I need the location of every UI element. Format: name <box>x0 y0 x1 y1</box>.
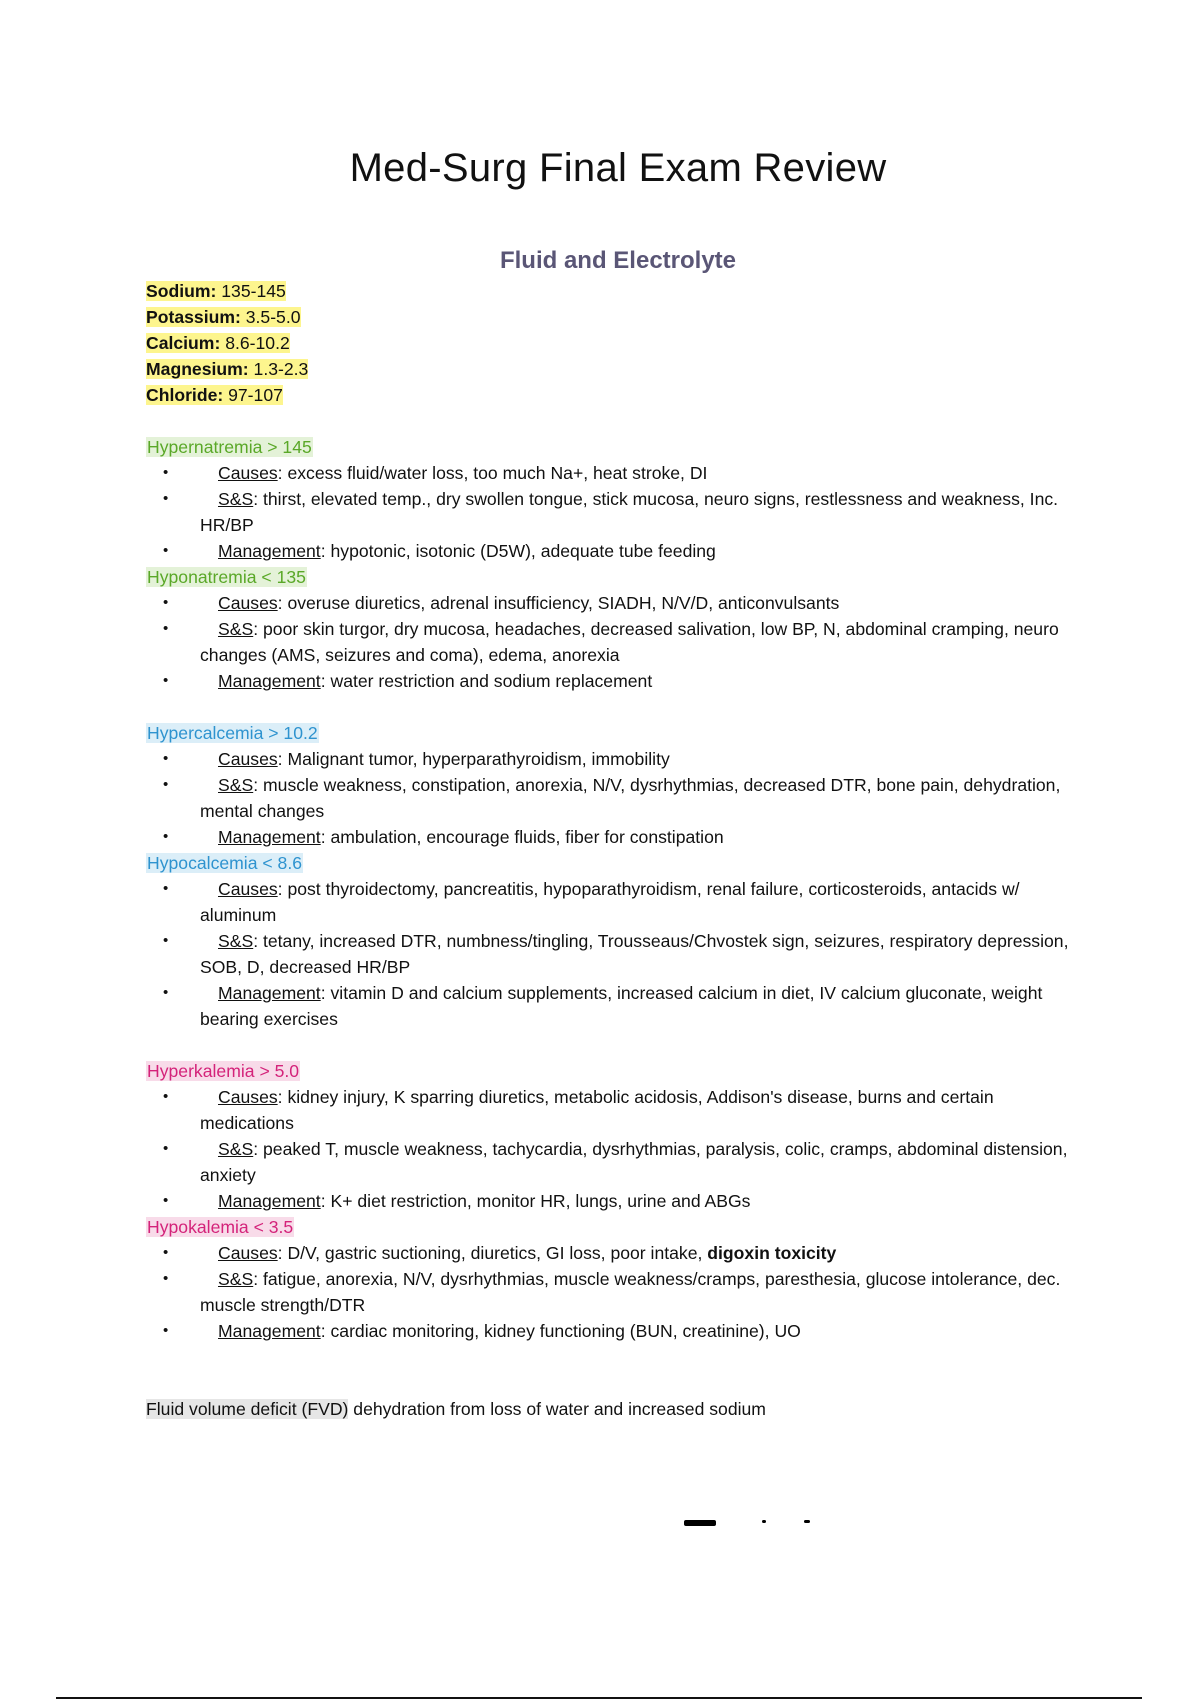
condition-hypercalcemia <box>146 720 1086 850</box>
ss-item: • S&S: fatigue, anorexia, N/V, dysrhythmias, muscle weakness/cramps, paresthesia, glucose intolerance, dec. muscle strength/DTR <box>163 1269 1061 1315</box>
range-label: Calcium: <box>146 333 221 353</box>
condition-hyponatremia <box>146 564 1086 694</box>
condition-hyperkalemia <box>146 1058 1086 1214</box>
causes-item: • Causes: kidney injury, K sparring diuretics, metabolic acidosis, Addison's disease, burns and certain medications <box>163 1087 994 1133</box>
condition-heading: Hypokalemia < 3.5 <box>147 1217 294 1237</box>
range-value: 97-107 <box>228 385 283 405</box>
condition-heading: Hypernatremia > 145 <box>147 437 312 457</box>
section-title: Fluid and Electrolyte <box>499 247 737 274</box>
condition-hypernatremia <box>146 434 1086 564</box>
fvd-text: dehydration from loss of water and increased sodium <box>348 1399 766 1419</box>
management-item: • Management: water restriction and sodium replacement <box>163 671 653 691</box>
normal-ranges <box>146 278 1086 408</box>
range-calcium <box>146 330 1086 356</box>
range-label: Potassium: <box>146 307 241 327</box>
range-value: 8.6-10.2 <box>225 333 290 353</box>
document-title: Med-Surg Final Exam Review <box>349 146 887 190</box>
range-label: Sodium: <box>146 281 217 301</box>
range-label: Magnesium: <box>146 359 249 379</box>
scribble-mark <box>762 1520 766 1523</box>
condition-hypocalcemia <box>146 850 1086 1032</box>
ss-item: • S&S: peaked T, muscle weakness, tachycardia, dysrhythmias, paralysis, colic, cramps, abdominal distension, anxiety <box>163 1139 1068 1185</box>
document-body <box>146 278 1086 1422</box>
range-sodium <box>146 278 1086 304</box>
management-item: • Management: K+ diet restriction, monitor HR, lungs, urine and ABGs <box>163 1191 751 1211</box>
causes-item: • Causes: excess fluid/water loss, too much Na+, heat stroke, DI <box>163 463 708 483</box>
range-value: 1.3-2.3 <box>253 359 309 379</box>
management-item: • Management: vitamin D and calcium supplements, increased calcium in diet, IV calcium gluconate, weight bearing exercises <box>163 983 1043 1029</box>
condition-heading: Hypocalcemia < 8.6 <box>147 853 303 873</box>
range-value: 135-145 <box>221 281 286 301</box>
range-label: Chloride: <box>146 385 224 405</box>
causes-item: • Causes: D/V, gastric suctioning, diuretics, GI loss, poor intake, digoxin toxicity <box>163 1243 837 1263</box>
ss-item: • S&S: muscle weakness, constipation, anorexia, N/V, dysrhythmias, decreased DTR, bone pain, dehydration, mental changes <box>163 775 1061 821</box>
causes-item: • Causes: overuse diuretics, adrenal insufficiency, SIADH, N/V/D, anticonvulsants <box>163 593 840 613</box>
range-magnesium <box>146 356 1086 382</box>
range-value: 3.5-5.0 <box>245 307 301 327</box>
fvd-definition <box>146 1396 1086 1422</box>
range-potassium <box>146 304 1086 330</box>
condition-hypokalemia <box>146 1214 1086 1344</box>
causes-item: • Causes: Malignant tumor, hyperparathyroidism, immobility <box>163 749 670 769</box>
condition-heading: Hyponatremia < 135 <box>147 567 306 587</box>
scribble-mark <box>804 1520 810 1523</box>
management-item: • Management: cardiac monitoring, kidney functioning (BUN, creatinine), UO <box>163 1321 801 1341</box>
ss-item: • S&S: tetany, increased DTR, numbness/tingling, Trousseaus/Chvostek sign, seizures, respiratory depression, SOB, D, decreased HR/BP <box>163 931 1069 977</box>
ss-item: • S&S: poor skin turgor, dry mucosa, headaches, decreased salivation, low BP, N, abdominal cramping, neuro changes (AMS, seizures and coma), edema, anorexia <box>163 619 1059 665</box>
scribble-mark <box>684 1520 716 1526</box>
management-item: • Management: hypotonic, isotonic (D5W), adequate tube feeding <box>163 541 716 561</box>
condition-heading: Hyperkalemia > 5.0 <box>147 1061 300 1081</box>
condition-heading: Hypercalcemia > 10.2 <box>147 723 318 743</box>
ss-item: • S&S: thirst, elevated temp., dry swollen tongue, stick mucosa, neuro signs, restlessness and weakness, Inc. HR/BP <box>163 489 1059 535</box>
page-divider <box>56 1697 1142 1699</box>
range-chloride <box>146 382 1086 408</box>
management-item: • Management: ambulation, encourage fluids, fiber for constipation <box>163 827 724 847</box>
fvd-label: Fluid volume deficit (FVD) <box>146 1399 349 1419</box>
causes-item: • Causes: post thyroidectomy, pancreatitis, hypoparathyroidism, renal failure, corticosteroids, antacids w/ aluminum <box>163 879 1020 925</box>
